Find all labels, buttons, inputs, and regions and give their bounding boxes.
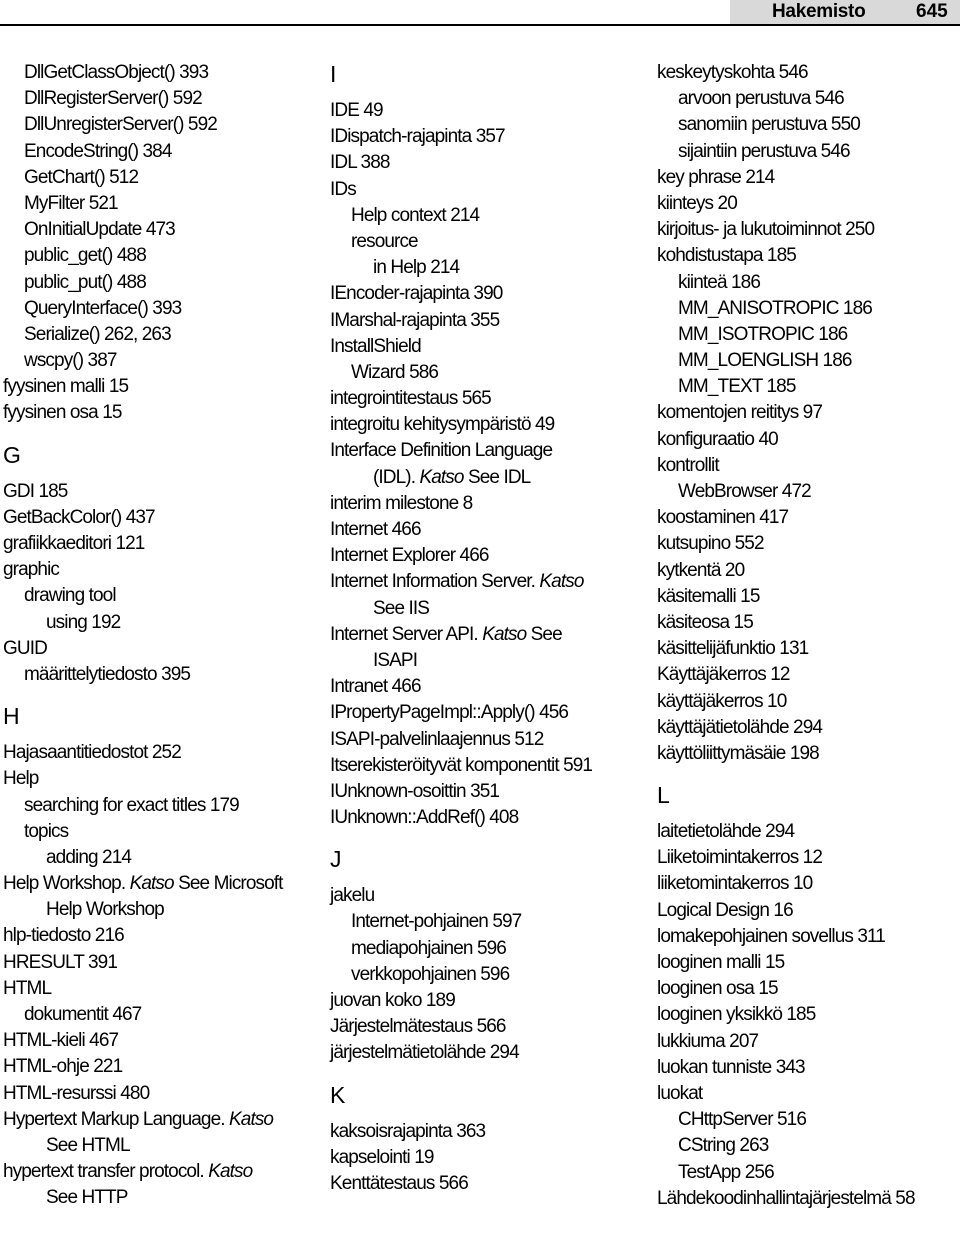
entry-text: QueryInterface() 393	[24, 297, 182, 319]
entry-text: key phrase 214	[657, 166, 775, 188]
running-header	[0, 0, 960, 26]
index-entry	[330, 517, 650, 543]
entry-text: WebBrowser 472	[678, 481, 811, 502]
index-entry	[330, 177, 650, 203]
index-subentry	[3, 165, 323, 191]
index-entry	[3, 557, 323, 583]
entry-text: komentojen reititys 97	[657, 402, 823, 424]
index-entry	[657, 60, 957, 86]
entry-text: Lähdekoodinhallintajärjestelmä 58	[657, 1187, 915, 1209]
entry-text: IPropertyPageImpl::Apply() 456	[330, 702, 569, 724]
index-entry	[3, 740, 323, 766]
index-entry	[657, 689, 957, 715]
entry-text: kaksoisrajapinta 363	[330, 1120, 486, 1142]
index-entry	[657, 191, 957, 217]
entry-text: EncodeString() 384	[24, 140, 172, 162]
entry-text: Käyttäjäkerros 12	[657, 664, 790, 686]
index-entry	[330, 622, 650, 648]
entry-text: jakelu	[330, 885, 375, 907]
index-subentry	[657, 348, 957, 374]
cross-reference-katso: Katso	[539, 571, 584, 593]
index-entry	[3, 1028, 323, 1054]
entry-text: GetChart() 512	[24, 166, 139, 188]
index-subentry	[3, 191, 323, 217]
entry-text: Help	[3, 768, 39, 790]
index-entry	[657, 1055, 957, 1081]
entry-text: käyttöliittymäsäie 198	[657, 742, 819, 764]
index-entry	[330, 700, 650, 726]
index-entry	[3, 1159, 323, 1185]
entry-text: in Help 214	[373, 257, 460, 279]
index-entry	[330, 150, 650, 176]
entry-text: verkkopohjainen 596	[351, 963, 510, 985]
entry-text: MM_TEXT 185	[678, 376, 796, 398]
entry-text: Internet-pohjainen 597	[351, 911, 522, 933]
running-header-title: Hakemisto	[772, 1, 866, 22]
entry-text: järjestelmätietolähde 294	[330, 1042, 519, 1064]
entry-text: käsiteosa 15	[657, 611, 753, 633]
index-subentry	[3, 86, 323, 112]
index-subentry	[3, 139, 323, 165]
entry-text: looginen malli 15	[657, 952, 785, 973]
entry-text: Wizard 586	[351, 361, 439, 383]
index-entry	[3, 1054, 323, 1080]
entry-text: MM_ISOTROPIC 186	[678, 323, 848, 345]
entry-text: IDL 388	[330, 152, 390, 174]
index-entry	[657, 558, 957, 584]
index-entry	[657, 662, 957, 688]
entry-text: interim milestone 8	[330, 492, 473, 514]
entry-text: integroitu kehitysympäristö 49	[330, 414, 555, 436]
index-subentry	[3, 1002, 323, 1028]
entry-text: using 192	[46, 611, 121, 633]
index-entry	[657, 1029, 957, 1055]
entry-text: IUnknown-osoittin 351	[330, 780, 500, 802]
entry-text: drawing tool	[24, 585, 116, 607]
index-entry	[3, 766, 323, 792]
index-entry	[3, 1081, 323, 1107]
index-column-2	[330, 60, 650, 1197]
entry-text: CString 263	[678, 1135, 769, 1157]
entry-text: arvoon perustuva 546	[678, 88, 844, 110]
index-entry	[657, 845, 957, 871]
entry-text: kutsupino 552	[657, 533, 764, 555]
entry-text: kiinteä 186	[678, 271, 761, 293]
index-entry	[657, 741, 957, 767]
index-subentry	[3, 897, 323, 923]
index-subentry	[657, 112, 957, 138]
entry-text: (IDL).	[373, 466, 420, 488]
index-entry	[657, 636, 957, 662]
entry-text: liiketomintakerros 10	[657, 873, 813, 895]
index-subentry	[657, 374, 957, 400]
index-letter-heading: H	[3, 703, 20, 730]
entry-text: Järjestelmätestaus 566	[330, 1016, 506, 1038]
index-entry	[657, 400, 957, 426]
index-entry	[330, 753, 650, 779]
entry-text: kiinteys 20	[657, 192, 737, 214]
entry-text: IDispatch-rajapinta 357	[330, 126, 505, 148]
index-entry	[3, 479, 323, 505]
entry-text: sijaintiin perustuva 546	[678, 140, 850, 162]
entry-text: topics	[24, 820, 69, 842]
index-entry	[657, 453, 957, 479]
entry-text: Internet 466	[330, 519, 421, 540]
entry-text: IUnknown::AddRef() 408	[330, 807, 519, 829]
index-subentry	[657, 1133, 957, 1159]
entry-text: keskeytyskohta 546	[657, 62, 808, 83]
entry-text: käyttäjäkerros 10	[657, 690, 787, 712]
index-entry	[3, 374, 323, 400]
entry-text: kirjoitus- ja lukutoiminnot 250	[657, 219, 875, 241]
entry-text: kontrollit	[657, 454, 719, 476]
entry-text: määrittelytiedosto 395	[24, 663, 191, 685]
cross-reference-katso: Katso	[419, 466, 464, 488]
entry-text: käyttäjätietolähde 294	[657, 716, 823, 738]
entry-text: hlp-tiedosto 216	[3, 925, 124, 947]
entry-text: Serialize() 262, 263	[24, 323, 171, 345]
index-column-1	[3, 60, 323, 1212]
index-subentry	[3, 322, 323, 348]
index-entry	[330, 334, 650, 360]
index-subentry	[657, 139, 957, 165]
index-subentry	[3, 610, 323, 636]
index-subentry	[3, 296, 323, 322]
index-entry	[657, 1186, 957, 1212]
index-entry	[3, 636, 323, 662]
entry-text: MM_ANISOTROPIC 186	[678, 297, 872, 319]
entry-text: public_get() 488	[24, 245, 146, 267]
entry-text: ISAPI-palvelinlaajennus 512	[330, 728, 544, 750]
entry-text: resource	[351, 230, 418, 252]
index-letter-heading: J	[330, 846, 342, 873]
cross-reference-katso: Katso	[482, 623, 527, 645]
entry-text: InstallShield	[330, 335, 421, 357]
entry-text: graphic	[3, 559, 60, 581]
entry-text: kohdistustapa 185	[657, 245, 796, 267]
index-entry	[657, 976, 957, 1002]
index-entry	[657, 950, 957, 976]
index-entry	[657, 505, 957, 531]
entry-text: IDs	[330, 178, 356, 200]
index-entry	[330, 805, 650, 831]
page-number: 645	[916, 1, 948, 22]
entry-text: GUID	[3, 637, 47, 659]
entry-text: juovan koko 189	[330, 990, 455, 1011]
entry-text: Interface Definition Language	[330, 440, 553, 462]
index-column-3	[657, 60, 957, 1212]
index-entry	[330, 1171, 650, 1197]
entry-text: HTML-kieli 467	[3, 1030, 119, 1052]
entry-text: Logical Design 16	[657, 899, 793, 921]
index-entry	[330, 308, 650, 334]
entry-text: IDE 49	[330, 100, 383, 121]
entry-text: Hajasaantitiedostot 252	[3, 742, 181, 764]
cross-reference-target: See IDL	[463, 466, 531, 488]
index-entry	[330, 779, 650, 805]
entry-text: adding 214	[46, 846, 132, 868]
index-subentry	[3, 662, 323, 688]
index-subentry	[657, 296, 957, 322]
index-entry	[657, 165, 957, 191]
entry-text: OnInitialUpdate 473	[24, 219, 175, 241]
index-subentry	[3, 112, 323, 138]
index-subentry	[657, 1160, 957, 1186]
index-letter-heading: G	[3, 441, 21, 468]
entry-text: GDI 185	[3, 480, 68, 502]
entry-text: MyFilter 521	[24, 192, 118, 214]
entry-text: mediapohjainen 596	[351, 937, 506, 959]
index-entry	[330, 98, 650, 124]
index-subentry	[657, 86, 957, 112]
index-subentry	[3, 1133, 323, 1159]
entry-text: DllGetClassObject() 393	[24, 62, 209, 83]
index-entry	[3, 871, 323, 897]
index-subentry	[3, 819, 323, 845]
index-letter-heading: L	[657, 782, 670, 809]
index-entry	[657, 1002, 957, 1028]
index-subentry	[330, 962, 650, 988]
entry-text: integrointitestaus 565	[330, 388, 491, 410]
index-subentry	[3, 1185, 323, 1211]
index-entry	[330, 569, 650, 595]
entry-text: luokat	[657, 1082, 703, 1104]
index-entry	[330, 386, 650, 412]
index-entry	[657, 610, 957, 636]
index-subentry	[330, 465, 650, 491]
entry-text: public_put() 488	[24, 271, 146, 293]
cross-reference-katso: Katso	[229, 1108, 274, 1130]
index-entry	[657, 427, 957, 453]
entry-text: Internet Server API.	[330, 623, 483, 645]
index-entry	[330, 674, 650, 700]
entry-text: luokan tunniste 343	[657, 1056, 805, 1078]
entry-text: CHttpServer 516	[678, 1109, 807, 1131]
cross-reference-katso: Katso	[208, 1161, 253, 1183]
entry-text: Liiketoimintakerros 12	[657, 847, 823, 869]
index-subentry	[657, 1107, 957, 1133]
cross-reference-target: See Microsoft	[173, 873, 283, 895]
index-subentry	[330, 936, 650, 962]
index-letter-heading: K	[330, 1081, 346, 1108]
index-entry	[3, 400, 323, 426]
index-entry	[330, 1119, 650, 1145]
entry-text: See HTML	[46, 1134, 130, 1156]
entry-text: GetBackColor() 437	[3, 506, 155, 528]
index-entry	[330, 727, 650, 753]
index-subentry	[330, 360, 650, 386]
index-subentry	[3, 793, 323, 819]
index-subentry	[3, 60, 323, 86]
index-entry	[330, 124, 650, 150]
entry-text: TestApp 256	[678, 1161, 774, 1183]
entry-text: searching for exact titles 179	[24, 794, 239, 816]
entry-text: ISAPI	[373, 649, 418, 671]
index-entry	[3, 505, 323, 531]
index-subentry	[330, 648, 650, 674]
index-entry	[657, 1081, 957, 1107]
entry-text: sanomiin perustuva 550	[678, 114, 860, 136]
index-entry	[330, 438, 650, 464]
entry-text: See HTTP	[46, 1187, 128, 1209]
entry-text: Help context 214	[351, 204, 480, 226]
cross-reference-target: See	[526, 623, 562, 645]
index-subentry	[3, 583, 323, 609]
entry-text: dokumentit 467	[24, 1004, 142, 1025]
index-entry	[3, 923, 323, 949]
index-entry	[657, 871, 957, 897]
index-entry	[657, 243, 957, 269]
index-subentry	[3, 348, 323, 374]
index-entry	[330, 988, 650, 1014]
entry-text: hypertext transfer protocol.	[3, 1161, 209, 1183]
entry-text: HRESULT 391	[3, 951, 118, 973]
index-entry	[657, 715, 957, 741]
index-entry	[3, 950, 323, 976]
index-entry	[3, 976, 323, 1002]
entry-text: See IIS	[373, 597, 430, 619]
entry-text: Kenttätestaus 566	[330, 1172, 468, 1194]
index-entry	[330, 412, 650, 438]
index-entry	[657, 898, 957, 924]
index-entry	[657, 531, 957, 557]
entry-text: DllRegisterServer() 592	[24, 88, 202, 110]
entry-text: HTML	[3, 977, 52, 999]
entry-text: fyysinen osa 15	[3, 402, 122, 424]
entry-text: HTML-ohje 221	[3, 1056, 123, 1078]
index-entry	[330, 281, 650, 307]
entry-text: grafiikkaeditori 121	[3, 533, 145, 554]
index-subentry	[330, 909, 650, 935]
entry-text: konfiguraatio 40	[657, 428, 778, 450]
index-entry	[330, 1040, 650, 1066]
entry-text: HTML-resurssi 480	[3, 1082, 150, 1104]
index-subentry	[3, 845, 323, 871]
index-subentry	[657, 322, 957, 348]
entry-text: looginen yksikkö 185	[657, 1004, 816, 1026]
entry-text: looginen osa 15	[657, 978, 778, 1000]
index-entry	[657, 819, 957, 845]
index-subentry	[330, 229, 650, 255]
entry-text: DllUnregisterServer() 592	[24, 114, 217, 136]
index-subentry	[330, 255, 650, 281]
index-subentry	[657, 479, 957, 505]
entry-text: IEncoder-rajapinta 390	[330, 283, 503, 305]
entry-text: koostaminen 417	[657, 507, 789, 529]
index-entry	[330, 1014, 650, 1040]
entry-text: Hypertext Markup Language.	[3, 1108, 230, 1130]
entry-text: MM_LOENGLISH 186	[678, 350, 852, 372]
entry-text: Help Workshop.	[3, 873, 130, 895]
index-subentry	[330, 596, 650, 622]
index-entry	[3, 1107, 323, 1133]
index-entry	[3, 531, 323, 557]
cross-reference-katso: Katso	[129, 873, 174, 895]
index-subentry	[3, 243, 323, 269]
index-subentry	[3, 270, 323, 296]
entry-text: IMarshal-rajapinta 355	[330, 309, 500, 331]
index-entry	[657, 217, 957, 243]
entry-text: käsittelijäfunktio 131	[657, 638, 809, 660]
entry-text: Itserekisteröityvät komponentit 591	[330, 754, 593, 776]
index-subentry	[3, 217, 323, 243]
index-entry	[330, 1145, 650, 1171]
entry-text: lukkiuma 207	[657, 1030, 759, 1052]
index-subentry	[657, 270, 957, 296]
entry-text: Help Workshop	[46, 899, 164, 921]
index-entry	[330, 883, 650, 909]
index-entry	[657, 584, 957, 610]
entry-text: kapselointi 19	[330, 1146, 434, 1168]
index-entry	[330, 491, 650, 517]
entry-text: fyysinen malli 15	[3, 376, 129, 398]
entry-text: laitetietolähde 294	[657, 821, 795, 843]
entry-text: wscpy() 387	[24, 350, 117, 372]
index-entry	[330, 543, 650, 569]
index-entry	[657, 924, 957, 950]
entry-text: Intranet 466	[330, 676, 421, 698]
entry-text: Internet Explorer 466	[330, 545, 489, 567]
index-subentry	[330, 203, 650, 229]
entry-text: käsitemalli 15	[657, 585, 760, 607]
index-letter-heading: I	[330, 61, 337, 87]
entry-text: Internet Information Server.	[330, 571, 540, 593]
entry-text: kytkentä 20	[657, 559, 745, 581]
entry-text: lomakepohjainen sovellus 311	[657, 925, 885, 947]
